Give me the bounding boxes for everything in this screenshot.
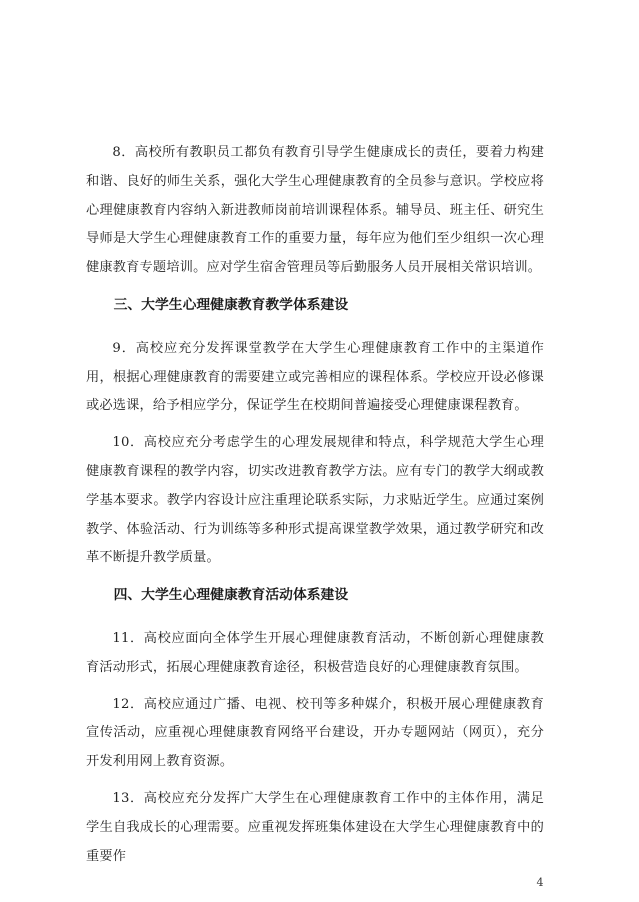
document-body xyxy=(86,139,544,879)
section-heading-4: 四、大学生心理健康教育活动体系建设 xyxy=(113,587,349,603)
paragraph-13: 13．高校应充分发挥广大学生在心理健康教育工作中的主体作用，满足学生自我成长的心理需要。应重视发挥班集体建设在大学生心理健康教育中的重要作 xyxy=(86,790,544,864)
paragraph-11: 11．高校应面向全体学生开展心理健康教育活动，不断创新心理健康教育活动形式，拓展心理健康教育途径，积极营造良好的心理健康教育氛围。 xyxy=(86,630,544,675)
paragraph-12: 12．高校应通过广播、电视、校刊等多种媒介，积极开展心理健康教育宣传活动，应重视心理健康教育网络平台建设，开办专题网站（网页），充分开发利用网上教育资源。 xyxy=(86,696,544,770)
paragraph-8: 8．高校所有教职员工都负有教育引导学生健康成长的责任，要着力构建和谐、良好的师生关系，强化大学生心理健康教育的全员参与意识。学校应将心理健康教育内容纳入新进教师岗前培训课程体系。辅导员、班主任、研究生导师是大学生心理健康教育工作的重要力量，每年应为他们至少组织一次心理健康教育专题培训。应对学生宿舍管理员等后勤服务人员开展相关常识培训。 xyxy=(86,145,544,276)
section-heading-3: 三、大学生心理健康教育教学体系建设 xyxy=(113,296,349,312)
page-number: 4 xyxy=(536,876,544,889)
paragraph-9: 9．高校应充分发挥课堂教学在大学生心理健康教育工作中的主渠道作用，根据心理健康教育的需要建立或完善相应的课程体系。学校应开设必修课或必选课，给予相应学分，保证学生在校期间普遍接受心理健康课程教育。 xyxy=(86,340,544,414)
paragraph-10: 10．高校应充分考虑学生的心理发展规律和特点，科学规范大学生心理健康教育课程的教学内容，切实改进教育教学方法。应有专门的教学大纲或教学基本要求。教学内容设计应注重理论联系实际，力求贴近学生。应通过案例教学、体验活动、行为训练等多种形式提高课堂教学效果，通过教学研究和改革不断提升教学质量。 xyxy=(86,435,544,566)
